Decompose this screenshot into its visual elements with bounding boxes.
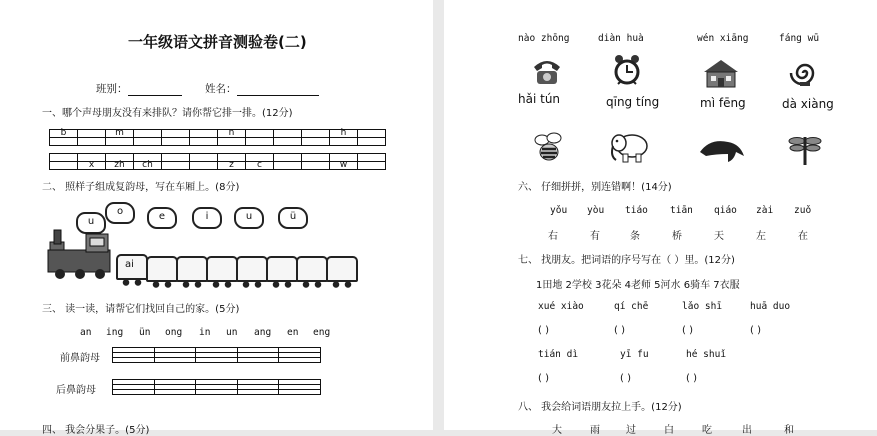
final-item: an [80, 327, 92, 338]
q6-char: 右 [548, 231, 558, 242]
q7-word-list: 1田地 2学校 3花朵 4老师 5河水 6骑车 7衣服 [536, 280, 740, 291]
q1-cell[interactable]: ch [134, 162, 162, 169]
q1-cell[interactable] [302, 162, 330, 169]
final-item: ang [254, 327, 272, 338]
cloud-o: o [105, 202, 135, 224]
q7-pinyin: lǎo shī [682, 301, 723, 312]
right-page [444, 0, 877, 436]
train-car[interactable] [146, 256, 178, 282]
q8-char: 大 [552, 425, 562, 436]
q7-pinyin: qí chē [614, 301, 649, 312]
q6-pinyin: zuǒ [794, 205, 812, 216]
train-car-example [116, 254, 148, 280]
question-7: 七、 找朋友。把词语的序号写在（ ）里。(12分) [518, 255, 735, 266]
q1-cell[interactable]: w [330, 162, 358, 169]
cloud-u2: u [234, 207, 264, 229]
class-field [96, 81, 182, 96]
answer-blank[interactable]: ( ) [614, 325, 625, 336]
name-label: 姓名： [205, 83, 237, 95]
q7-pinyin: huā duo [750, 301, 791, 312]
answer-blank[interactable]: ( ) [538, 325, 549, 336]
q7-pinyin: yī fu [620, 349, 649, 360]
q8-char: 雨 [590, 425, 600, 436]
q6-pinyin: tiáo [625, 205, 648, 216]
q1-cell[interactable]: m [106, 130, 134, 137]
q1-cell[interactable] [246, 130, 274, 137]
alarm-clock-icon [612, 54, 642, 88]
train-car[interactable] [266, 256, 298, 282]
elephant-icon [608, 130, 652, 164]
answer-blank[interactable]: ( ) [620, 373, 631, 384]
cloud-e: e [147, 207, 177, 229]
q6-pinyin: yòu [587, 205, 605, 216]
example-final: ai [125, 259, 134, 270]
picture-label: hǎi tún [518, 92, 561, 106]
q6-pinyin: tiān [670, 205, 693, 216]
answer-blank[interactable]: ( ) [686, 373, 697, 384]
q1-cell[interactable] [134, 130, 162, 137]
q1-cell[interactable]: n [218, 130, 246, 137]
q8-char: 白 [664, 425, 674, 436]
q1-cell[interactable] [302, 130, 330, 137]
q1-row-2 [49, 153, 386, 162]
picture-label: mì fēng [700, 96, 746, 110]
q1-cell[interactable]: zh [106, 162, 134, 169]
q8-char: 吃 [702, 425, 712, 436]
question-1: 一、哪个声母朋友没有来排队？请你帮它排一排。(12分) [42, 108, 293, 119]
q6-char: 在 [798, 231, 808, 242]
q1-cell[interactable] [162, 162, 190, 169]
question-6: 六、 仔细拼拼，别连错啊！(14分) [518, 182, 672, 193]
train-car[interactable] [296, 256, 328, 282]
final-item: ün [139, 327, 151, 338]
q6-char: 左 [756, 231, 766, 242]
answer-blank[interactable]: ( ) [682, 325, 693, 336]
cloud-u: u [76, 212, 106, 234]
train-car[interactable] [236, 256, 268, 282]
q6-char: 有 [590, 231, 600, 242]
front-nasal-grid[interactable] [112, 347, 321, 363]
question-2: 二、 照样子组成复韵母，写在车厢上。(8分) [42, 182, 240, 193]
cloud-i: i [192, 207, 222, 229]
dolphin-icon [698, 132, 746, 166]
left-page [0, 0, 433, 436]
q7-pinyin: xué xiào [538, 301, 584, 312]
pinyin-label: diàn huà [598, 33, 644, 44]
q7-pinyin: tián dì [538, 349, 579, 360]
back-nasal-label: 后鼻韵母 [56, 385, 96, 396]
q6-pinyin: yǒu [550, 205, 568, 216]
final-item: un [226, 327, 238, 338]
name-blank[interactable] [237, 84, 319, 96]
back-nasal-grid[interactable] [112, 379, 321, 395]
q8-char: 过 [626, 425, 636, 436]
class-label: 班别： [96, 83, 128, 95]
q1-cell[interactable]: c [246, 162, 274, 169]
q8-char: 和 [784, 425, 794, 436]
house-icon [702, 58, 740, 88]
pinyin-label: wén xiāng [697, 33, 749, 44]
q6-char: 桥 [672, 231, 682, 242]
q1-cell[interactable] [190, 130, 218, 137]
train-car[interactable] [326, 256, 358, 282]
q1-cell[interactable]: x [78, 162, 106, 169]
cloud-u-umlaut: ü [278, 207, 308, 229]
class-blank[interactable] [128, 84, 182, 96]
q1-cell[interactable] [190, 162, 218, 169]
q1-cell[interactable]: h [330, 130, 358, 137]
final-item: ing [106, 327, 124, 338]
picture-label: dà xiàng [782, 97, 834, 111]
final-item: in [199, 327, 211, 338]
question-4: 四、 我会分果子。(5分) [42, 425, 150, 436]
q1-cell[interactable] [50, 162, 78, 169]
train-car[interactable] [206, 256, 238, 282]
pinyin-label: fáng wū [779, 33, 820, 44]
question-3: 三、 读一读，请帮它们找回自己的家。(5分) [42, 304, 240, 315]
pinyin-label: nào zhōng [518, 33, 570, 44]
train-car[interactable] [176, 256, 208, 282]
q8-char: 出 [742, 425, 752, 436]
q6-char: 天 [714, 231, 724, 242]
q1-cell[interactable] [162, 130, 190, 137]
train-engine-icon [46, 224, 114, 280]
q1-row-1 [49, 129, 386, 138]
q6-char: 条 [630, 231, 640, 242]
q1-cell[interactable]: z [218, 162, 246, 169]
name-field [205, 81, 319, 96]
final-item: ong [165, 327, 183, 338]
answer-blank[interactable]: ( ) [538, 373, 549, 384]
q1-cell[interactable]: b [50, 130, 78, 137]
q1-cell[interactable] [358, 130, 385, 137]
page-title: 一年级语文拼音测验卷(二) [128, 33, 307, 51]
q6-pinyin: zài [756, 205, 774, 216]
q1-row-2b [49, 162, 386, 170]
final-item: eng [313, 327, 331, 338]
q7-pinyin: hé shuǐ [686, 349, 727, 360]
q1-cell[interactable] [274, 130, 302, 137]
q1-cell[interactable] [274, 162, 302, 169]
picture-label: qīng tíng [606, 95, 660, 109]
bee-icon [532, 130, 566, 164]
telephone-icon [530, 55, 564, 87]
mosquito-coil-icon [790, 58, 820, 88]
q6-pinyin: qiáo [714, 205, 737, 216]
q1-row-1b [49, 138, 386, 146]
q1-cell[interactable] [78, 130, 106, 137]
answer-blank[interactable]: ( ) [750, 325, 761, 336]
question-8: 八、 我会给词语朋友拉上手。(12分) [518, 402, 682, 413]
dragonfly-icon [788, 134, 822, 166]
q1-cell[interactable] [358, 162, 385, 169]
final-item: en [287, 327, 299, 338]
front-nasal-label: 前鼻韵母 [60, 353, 100, 364]
